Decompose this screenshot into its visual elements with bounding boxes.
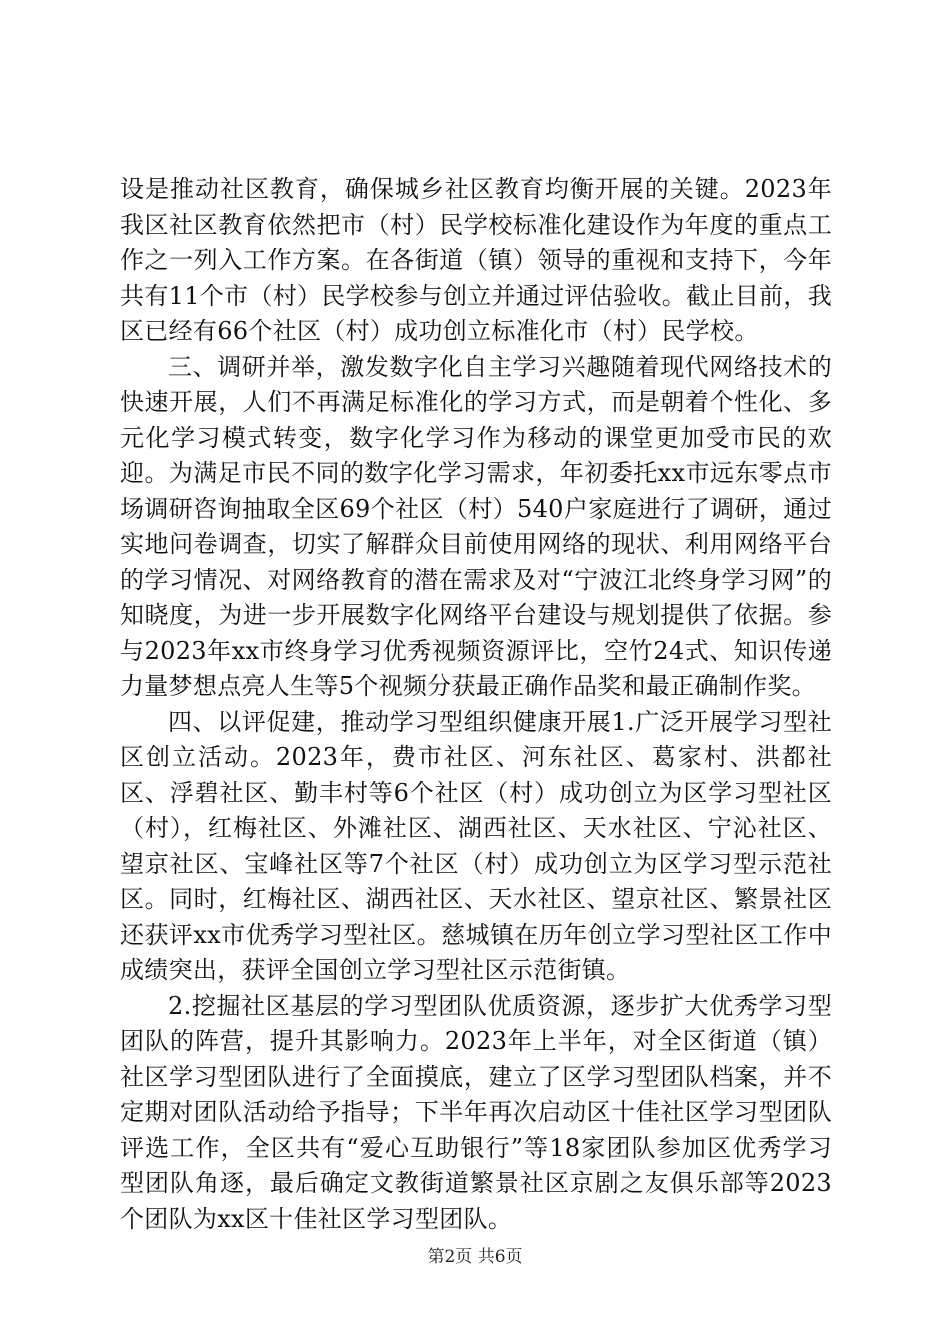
paragraph-4: 2.挖掘社区基层的学习型团队优质资源，逐步扩大优秀学习型团队的阵营，提升其影响力。2023年上半年，对全区街道（镇）社区学习型团队进行了全面摸底，建立了区学习型团队档案，并不定期对团队活动给予指导；下半年再次启动区十佳社区学习型团队评选工作，全区共有“爱心互助银行”等18家团队参加区优秀学习型团队角逐，最后确定文教街道繁景社区京剧之友俱乐部等2023个团队为xx区十佳社区学习型团队。 xyxy=(120,991,832,1233)
document-body xyxy=(120,172,832,1237)
paragraph-2: 三、调研并举，激发数字化自主学习兴趣随着现代网络技术的快速开展，人们不再满足标准化的学习方式，而是朝着个性化、多元化学习模式转变，数字化学习作为移动的课堂更加受市民的欢迎。为满足市民不同的数字化学习需求，年初委托xx市远东零点市场调研咨询抽取全区69个社区（村）540户家庭进行了调研，通过实地问卷调查，切实了解群众目前使用网络的现状、利用网络平台的学习情况、对网络教育的潜在需求及对“宁波江北终身学习网”的知晓度，为进一步开展数字化网络平台建设与规划提供了依据。参与2023年xx市终身学习优秀视频资源评比，空竹24式、知识传递力量梦想点亮人生等5个视频分获最正确作品奖和最正确制作奖。 xyxy=(120,352,832,700)
paragraph-1: 设是推动社区教育，确保城乡社区教育均衡开展的关键。2023年我区社区教育依然把市（村）民学校标准化建设作为年度的重点工作之一列入工作方案。在各街道（镇）领导的重视和支持下，今年共有11个市（村）民学校参与创立并通过评估验收。截止目前，我区已经有66个社区（村）成功创立标准化市（村）民学校。 xyxy=(120,175,832,345)
page-footer: 第2页 共6页 xyxy=(427,1247,523,1267)
paragraph-3: 四、以评促建，推动学习型组织健康开展1.广泛开展学习型社区创立活动。2023年，费市社区、河东社区、葛家村、洪都社区、浮碧社区、勤丰村等6个社区（村）成功创立为区学习型社区（村），红梅社区、外滩社区、湖西社区、天水社区、宁沁社区、望京社区、宝峰社区等7个社区（村）成功创立为区学习型示范社区。同时，红梅社区、湖西社区、天水社区、望京社区、繁景社区还获评xx市优秀学习型社区。慈城镇在历年创立学习型社区工作中成绩突出，获评全国创立学习型社区示范街镇。 xyxy=(120,707,832,984)
